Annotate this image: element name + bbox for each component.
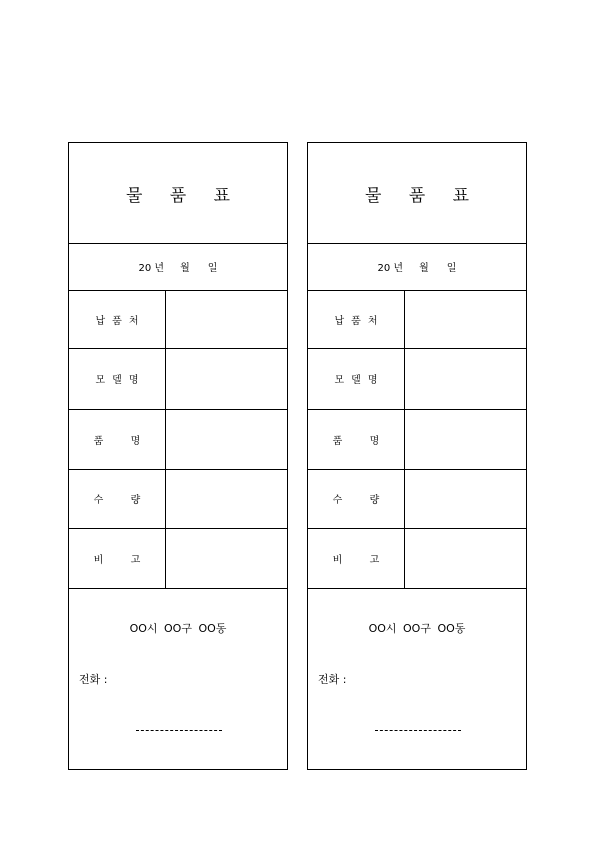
field-value-remarks[interactable] <box>405 528 526 588</box>
date-day: 일 <box>207 263 218 274</box>
signature-line <box>136 730 222 731</box>
date-year: 20 년 <box>377 263 404 274</box>
footer-cell <box>69 588 287 769</box>
slip-title: 물 품 표 <box>364 185 481 206</box>
phone-label: 전화 : <box>79 673 108 686</box>
field-label: 비 고 <box>69 528 166 588</box>
goods-slip-left <box>68 142 288 770</box>
field-label: 모델명 <box>69 348 166 409</box>
field-label: 납품처 <box>308 290 405 348</box>
field-value-supplier[interactable] <box>405 290 526 348</box>
field-label: 수 량 <box>69 469 166 528</box>
field-row-remarks <box>69 528 287 589</box>
field-row-remarks <box>308 528 526 589</box>
field-label: 품 명 <box>308 409 405 469</box>
field-row-item-name <box>308 409 526 470</box>
title-cell <box>69 143 287 244</box>
footer-cell <box>308 588 526 769</box>
field-row-supplier <box>69 290 287 349</box>
field-value-supplier[interactable] <box>166 290 287 348</box>
field-row-quantity <box>69 469 287 529</box>
date-year: 20 년 <box>138 263 165 274</box>
field-row-quantity <box>308 469 526 529</box>
sender-address: OO시 OO구 OO동 <box>368 622 466 635</box>
signature-line <box>375 730 461 731</box>
field-value-item-name[interactable] <box>166 409 287 469</box>
date-cell <box>308 243 526 291</box>
field-label: 비 고 <box>308 528 405 588</box>
field-row-item-name <box>69 409 287 470</box>
goods-slip-right <box>307 142 527 770</box>
field-value-model[interactable] <box>166 348 287 409</box>
field-label: 품 명 <box>69 409 166 469</box>
slip-title: 물 품 표 <box>125 185 242 206</box>
field-value-remarks[interactable] <box>166 528 287 588</box>
field-value-item-name[interactable] <box>405 409 526 469</box>
date-month: 월 <box>419 263 429 274</box>
field-label: 수 량 <box>308 469 405 528</box>
sender-address: OO시 OO구 OO동 <box>129 622 227 635</box>
phone-label: 전화 : <box>318 673 347 686</box>
field-label: 모델명 <box>308 348 405 409</box>
field-row-supplier <box>308 290 526 349</box>
title-cell <box>308 143 526 244</box>
field-label: 납품처 <box>69 290 166 348</box>
date-day: 일 <box>446 263 457 274</box>
field-row-model <box>308 348 526 410</box>
date-month: 월 <box>180 263 190 274</box>
field-row-model <box>69 348 287 410</box>
date-cell <box>69 243 287 291</box>
field-value-quantity[interactable] <box>166 469 287 528</box>
field-value-quantity[interactable] <box>405 469 526 528</box>
field-value-model[interactable] <box>405 348 526 409</box>
